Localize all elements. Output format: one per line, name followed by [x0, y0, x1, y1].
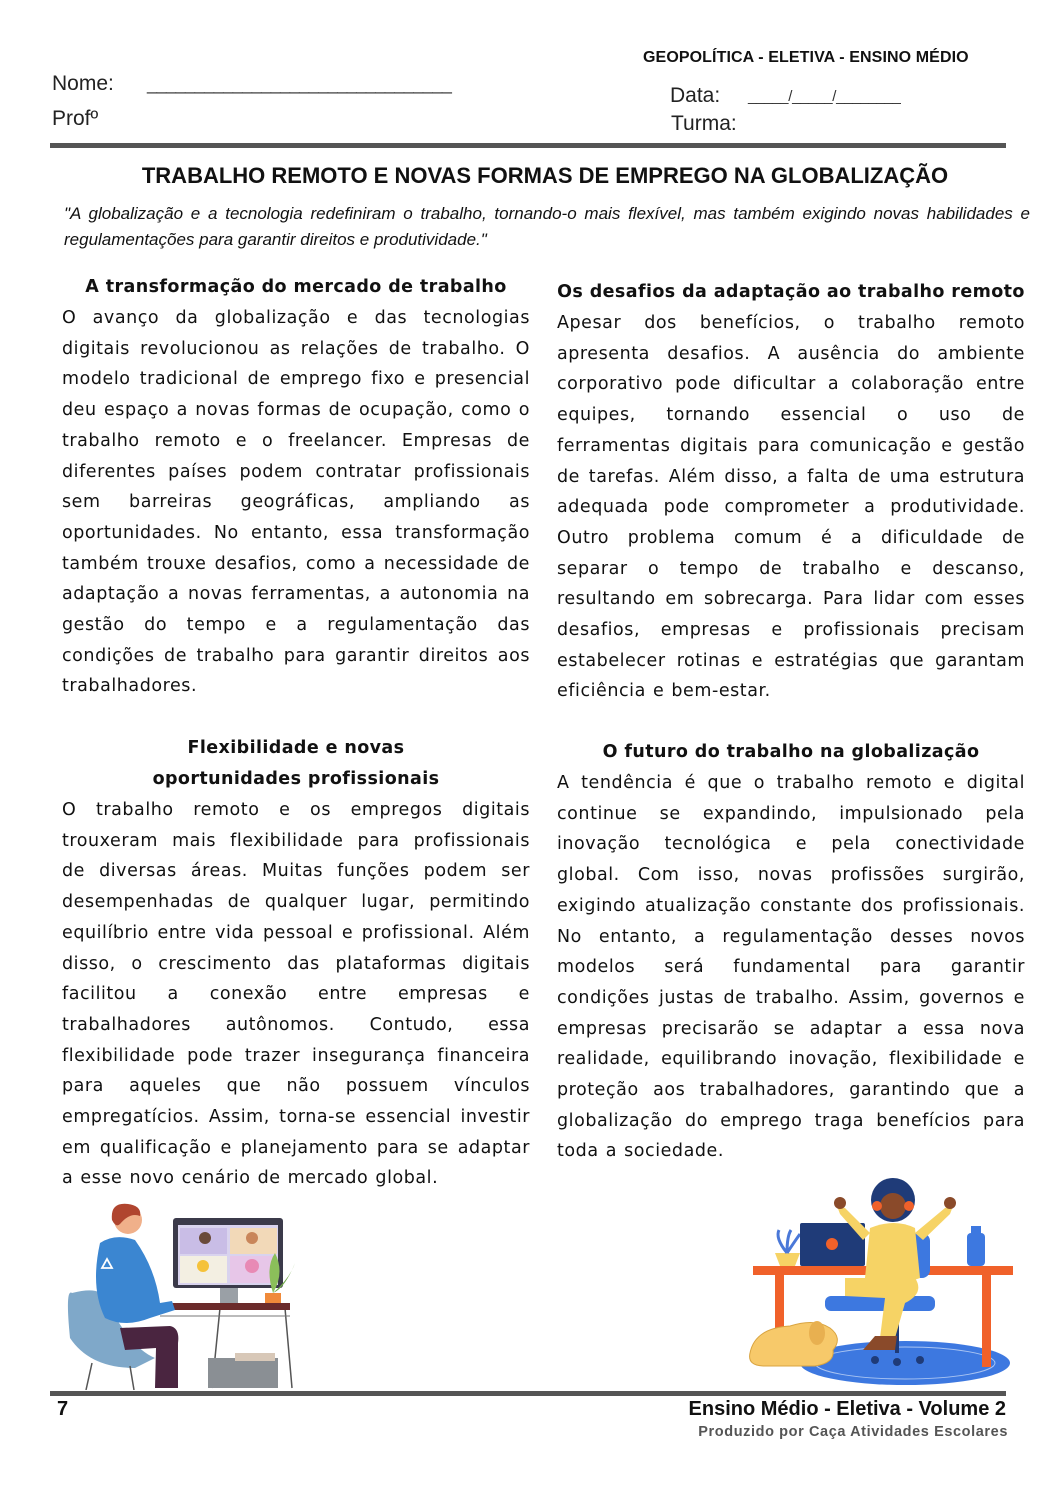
section-body: Apesar dos benefícios, o trabalho remoto apresenta desafios. A ausência do ambiente corporativo pode dificultar a colaboração entre equipes, tornando essencial o uso de ferramentas digitais para comunicação e gestão de tarefas. Além disso, a falta de uma estrutura adequada pode comprometer a produtividade. Outro problema comum é a dificuldade de separar o tempo de trabalho e descanso, resultando em sobrecarga. Para lidar com esses desafios, empresas e profissionais precisam estabelecer rotinas e estratégias que garantam eficiência e bem-estar.	[557, 313, 1025, 702]
footer-divider	[50, 1391, 1006, 1396]
epigraph-quote: "A globalização e a tecnologia redefiniram o trabalho, tornando-o mais flexível, mas também exigindo novas habilidades e regulamentações para garantir direitos e produtividade."	[64, 204, 1030, 249]
section-future-of-work	[557, 737, 1025, 1167]
section-heading: Os desafios da adaptação ao trabalho remoto	[557, 282, 1025, 302]
section-flexibility	[62, 733, 530, 1194]
section-remote-challenges	[557, 277, 1025, 707]
teacher-label: Profº	[52, 107, 99, 130]
producer-credit: Produzido por Caça Atividades Escolares	[698, 1424, 1008, 1440]
name-field[interactable]: ________________________________	[147, 74, 452, 94]
date-field[interactable]: _____/_____/________	[748, 88, 901, 105]
section-market-transformation	[62, 272, 530, 702]
header-divider	[50, 143, 1006, 148]
section-heading: O futuro do trabalho na globalização	[602, 742, 980, 762]
man-video-call-illustration	[60, 1198, 310, 1390]
section-heading: A transformação do mercado de trabalho	[85, 277, 507, 297]
name-label: Nome:	[52, 72, 114, 95]
section-heading: Flexibilidade e novas oportunidades profissionais	[152, 738, 440, 789]
subject-header: GEOPOLÍTICA - ELETIVA - ENSINO MÉDIO	[643, 49, 969, 66]
class-label: Turma:	[671, 112, 737, 135]
woman-meditating-desk-illustration	[745, 1178, 1017, 1390]
page-title: TRABALHO REMOTO E NOVAS FORMAS DE EMPREGO NA GLOBALIZAÇÃO	[141, 163, 949, 188]
section-body: O avanço da globalização e das tecnologias digitais revolucionou as relações de trabalho. O modelo tradicional de emprego fixo e presencial deu espaço a novas formas de ocupação, como o trabalho remoto e o freelancer. Empresas de diferentes países podem contratar profissionais sem barreiras geográficas, ampliando as oportunidades. No entanto, essa transformação também trouxe desafios, como a necessidade de adaptação a novas ferramentas, a autonomia na gestão do tempo e a regulamentação das condições de trabalho para garantir direitos aos trabalhadores.	[62, 308, 530, 697]
date-label: Data:	[670, 84, 721, 107]
page-number: 7	[57, 1398, 69, 1420]
section-body: A tendência é que o trabalho remoto e digital continue se expandindo, impulsionado pela inovação tecnológica e pela conectividade global. Com isso, novas profissões surgirão, exigindo atualização constante dos profissionais. No entanto, a regulamentação desses novos modelos será fundamental para garantir condições justas de trabalho. Assim, governos e empresas precisarão se adaptar a essa nova realidade, equilibrando inovação, flexibilidade e proteção aos trabalhadores, garantindo que a globalização do emprego traga benefícios para toda a sociedade.	[557, 773, 1025, 1162]
volume-label: Ensino Médio - Eletiva - Volume 2	[688, 1398, 1006, 1420]
section-body: O trabalho remoto e os empregos digitais trouxeram mais flexibilidade para profissionais de diversas áreas. Muitas funções podem ser desempenhadas de qualquer lugar, permitindo equilíbrio entre vida pessoal e profissional. Além disso, o crescimento das plataformas digitais facilitou a conexão entre empresas e trabalhadores autônomos. Contudo, essa flexibilidade pode trazer insegurança financeira para aqueles que não possuem vínculos empregatícios. Assim, torna-se essencial investir em qualificação e planejamento para se adaptar a esse novo cenário de mercado global.	[62, 800, 530, 1189]
